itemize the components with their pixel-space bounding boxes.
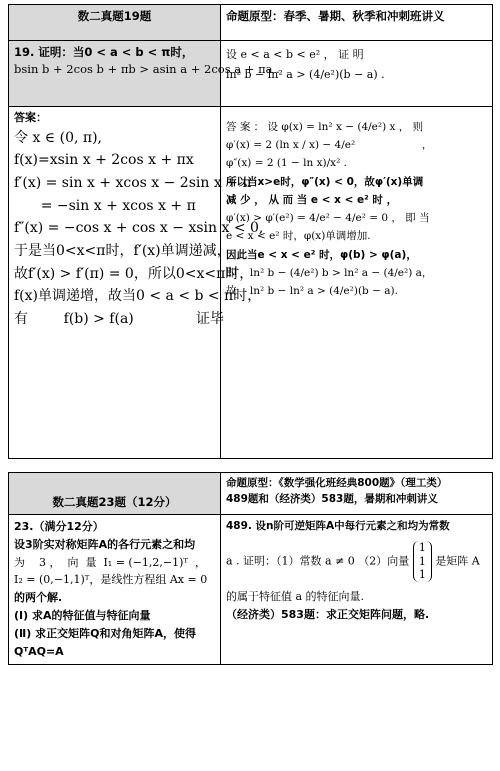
problem-line: 23.（满分12分） bbox=[14, 520, 104, 533]
problem-line: 19. 证明：当0 < a < b < π时， bbox=[14, 45, 194, 59]
problem-left bbox=[9, 515, 221, 665]
answer-line: φ″(x) = 2 (1 − ln x)/x² . bbox=[226, 157, 347, 170]
problem-line: QᵀAQ=A bbox=[14, 644, 64, 658]
problem-line: 的两个解. bbox=[14, 591, 63, 605]
answer-line: 因此当e < x < e² 时，φ(b) > φ(a)， bbox=[226, 248, 417, 261]
answer-title: 答案： bbox=[14, 111, 47, 124]
answer-line: 答 案 ： 设 φ(x) = ln² x − (4/e²) x ， 则 bbox=[226, 121, 424, 133]
problem-text: 是矩阵 A bbox=[435, 554, 480, 568]
problem-text: a . 证明：（1）常数 a ≠ 0 （2）向量 bbox=[226, 554, 410, 568]
answer-line: 故 ln² b − ln² a > (4/e²)(b − a). bbox=[226, 284, 398, 297]
answer-line: 故f′(x) > f′(π) = 0，所以0<x<π时， bbox=[14, 265, 254, 282]
answer-line: 即 ln² b − (4/e²) b > ln² a − (4/e²) a， bbox=[226, 266, 433, 279]
header-line: 命题原型：《数学强化班经典800题》（理工类） bbox=[226, 477, 448, 489]
answer-line: 所以当x>e时，φ″(x) < 0，故φ′(x)单调 bbox=[226, 175, 424, 188]
problem-line bbox=[226, 541, 487, 582]
answer-line: 减 少 ， 从 而 当 e < x < e² 时 ， bbox=[226, 193, 398, 206]
header-left: 数二真题19题 bbox=[9, 5, 221, 41]
vector-entry: 1 bbox=[418, 554, 426, 568]
problem-line: I₂ = (0,−1,1)ᵀ，是线性方程组 Ax = 0 bbox=[14, 573, 208, 587]
problem-line: bsin b + 2cos b + πb > asin a + 2cos a + πa . bbox=[14, 62, 280, 77]
header-right bbox=[221, 473, 493, 515]
problem-line: 为 3 ， 向 量 I₁ = (−1,2,−1)ᵀ ， bbox=[14, 555, 207, 569]
header-left: 数二真题23题（12分） bbox=[9, 473, 221, 515]
answer-line: 于是当0<x<π时，f′(x)单调递减， bbox=[14, 242, 231, 259]
answer-line: φ′(x) > φ′(e²) = 4/e² − 4/e² = 0 ， 即 当 bbox=[226, 212, 430, 225]
table-problem-23 bbox=[8, 472, 493, 665]
answer-line: f(x)=xsin x + 2cos x + πx bbox=[14, 152, 194, 169]
header-right: 命题原型：春季、暑期、秋季和冲刺班讲义 bbox=[221, 5, 493, 41]
answer-line: f″(x) = −cos x + cos x − xsin x < 0, bbox=[14, 220, 264, 237]
answer-line: φ′(x) = 2 (ln x / x) − 4/e² ， bbox=[226, 139, 433, 152]
problem-right bbox=[221, 41, 493, 107]
problem-line: ln² b − ln² a > (4/e²)(b − a) . bbox=[226, 67, 385, 81]
problem-line: 489. 设n阶可逆矩阵A中每行元素之和均为常数 bbox=[226, 520, 450, 532]
problem-line: (Ⅰ) 求A的特征值与特征向量 bbox=[14, 609, 151, 623]
answer-line: 令 x ∈ (0, π), bbox=[14, 129, 102, 146]
problem-line: (Ⅱ) 求正交矩阵Q和对角矩阵A，使得 bbox=[14, 626, 196, 640]
answer-left-body bbox=[14, 127, 264, 331]
problem-line: （经济类）583题：求正交矩阵问题，略. bbox=[226, 607, 430, 621]
answer-line: = −sin x + xcos x + π bbox=[14, 197, 196, 214]
problem-left bbox=[9, 41, 280, 107]
vector-entry: 1 bbox=[418, 540, 426, 554]
answer-line: e < x < e² 时，φ(x)单调增加. bbox=[226, 230, 371, 243]
problem-line: 设 e < a < b < e² ， 证 明 bbox=[226, 48, 364, 61]
problem-line: 设3阶实对称矩阵A的各行元素之和均 bbox=[14, 537, 196, 551]
answer-left bbox=[9, 107, 264, 459]
problem-line: 的属于特征值 a 的特征向量. bbox=[226, 590, 365, 604]
answer-line: f′(x) = sin x + xcos x − 2sin x + π bbox=[14, 174, 252, 191]
problem-right bbox=[221, 515, 493, 665]
vector-entry: 1 bbox=[418, 568, 426, 582]
answer-right bbox=[221, 107, 493, 459]
answer-line: f(x)单调递增，故当0 < a < b < π时， bbox=[14, 288, 262, 305]
column-vector bbox=[413, 541, 432, 582]
header-line: 489题和（经济类）583题，暑期和冲刺讲义 bbox=[226, 492, 438, 505]
table-problem-19 bbox=[8, 4, 493, 459]
answer-line: 有 f(b) > f(a) 证毕 bbox=[14, 310, 225, 327]
